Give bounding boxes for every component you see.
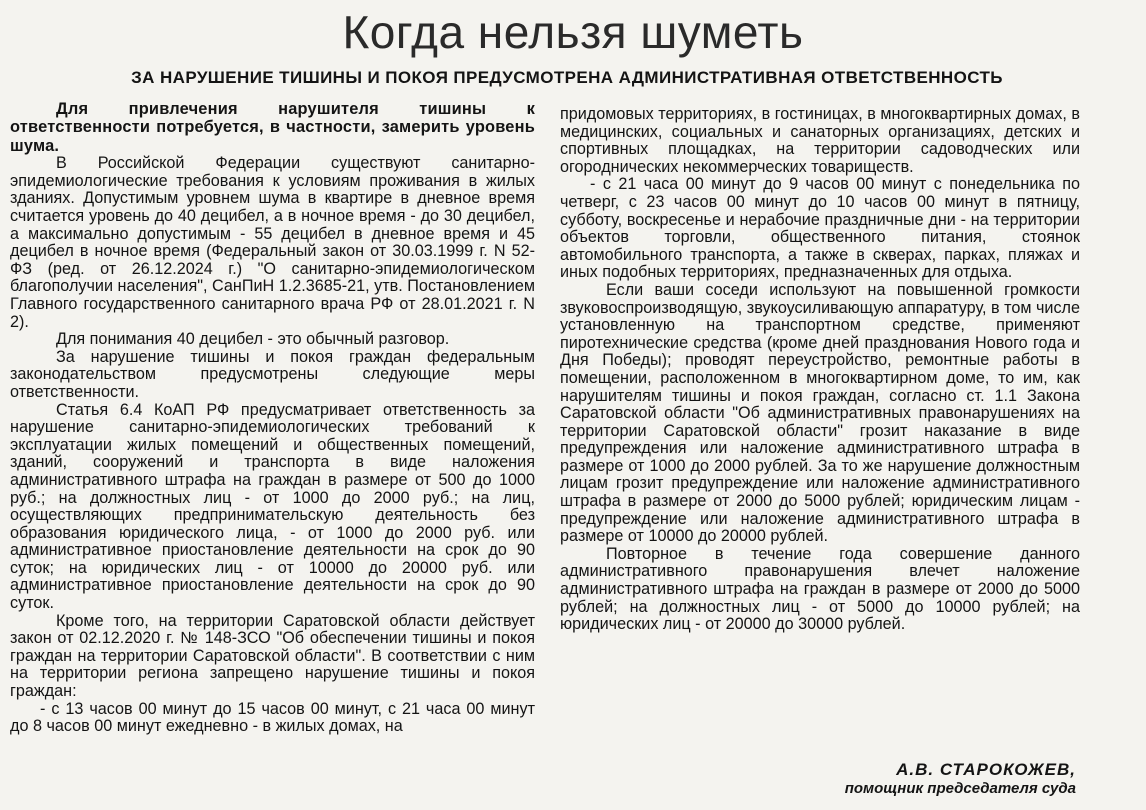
paragraph-saratov-law: Кроме того, на территории Саратовской области действует закон от 02.12.2020 г. № 148-ЗСО "Об обеспечении тишины и покоя граждан на территории Саратовской области". В соответствии с ним на территории региона запрещено нарушение тишины и покоя граждан: [10,611,535,701]
paragraph-repeat-offense: Повторное в течение года совершение данного административного правонарушения влечет наложение административного штрафа на граждан в размере от 2000 до 5000 рублей; на должностных лиц - от 5000 до 10000 рублей; на юридических лиц - от 20000 до 30000 рублей. [560,544,1080,634]
article-subtitle: ЗА НАРУШЕНИЕ ТИШИНЫ И ПОКОЯ ПРЕДУСМОТРЕНА АДМИНИСТРАТИВНАЯ ОТВЕТСТВЕННОСТЬ [131,68,1003,87]
paragraph-quiet-hours-1: - с 13 часов 00 минут до 15 часов 00 минут, с 21 часа 00 минут до 8 часов 00 минут ежедневно - в жилых домах, на [10,699,535,736]
paragraph-quiet-hours-2: - с 21 часа 00 минут до 9 часов 00 минут с понедельника по четверг, с 23 часов 00 минут до 10 часов 00 минут в пятницу, субботу, воскресенье и нерабочие праздничные дни - на территории объектов торговли, общественного питания, стоянок автомобильного транспорта, а также в скверах, парках, пляжах и иных подобных территориях, предназначенных для отдыха. [560,175,1080,282]
author-role: помощник председателя суда [844,780,1076,797]
signature [845,760,1076,797]
paragraph-neighbors-penalties: Если ваши соседи используют на повышенной громкости звуковоспроизводящую, звукоусиливающую аппаратуру, в том числе установленную на транспортном средстве, применяют пиротехнические средства (кроме дней празднования Нового года и Дня Победы); проводят переустройство, ремонтные работы в помещении, расположенном в многоквартирном доме, то им, как нарушителям тишины и покоя граждан, согласно ст. 1.1 Закона Саратовской области "Об административных правонарушениях на территории Саратовской области" грозит наказание в виде предупреждения или наложение административного штрафа в размере от 1000 до 2000 рублей. За то же нарушение должностным лицам грозит предупреждение или наложение административного штрафа в размере от 2000 до 5000 рублей; юридическим лицам - предупреждение или наложение административного штрафа в размере от 10000 до 20000 рублей. [560,280,1080,546]
paragraph-noise-norms: В Российской Федерации существуют санитарно-эпидемиологические требования к условиям проживания в жилых зданиях. Допустимым уровнем шума в квартире в дневное время считается уровень до 40 децибел, а в ночное время - до 30 децибел, а максимально допустимым - 55 децибел в дневное время и 45 децибел в ночное время (Федеральный закон от 30.03.1999 г. N 52-ФЗ (ред. от 26.12.2024 г.) "О санитарно-эпидемиологическом благополучии населения", СанПиН 1.2.3685-21, утв. Постановлением Главного государственного санитарного врача РФ от 28.01.2021 г. N 2). [10,154,535,331]
paragraph-quiet-hours-1-cont: придомовых территориях, в гостиницах, в многоквартирных домах, в медицинских, социальных и санаторных организациях, детских и спортивных площадках, на территории садоводческих или огороднических некоммерческих товариществ. [560,105,1080,176]
lead-paragraph: Для привлечения нарушителя тишины к ответственности потребуется, в частности, замерить уровень шума. [10,100,535,155]
right-column [560,106,1080,634]
paragraph-koap-6-4: Статья 6.4 КоАП РФ предусматривает ответственность за нарушение санитарно-эпидемиологических требований к эксплуатации жилых помещений и общественных помещений, зданий, сооружений и транспорта в виде наложения административного штрафа на граждан в размере от 500 до 1000 руб.; на должностных лиц - от 1000 до 2000 руб.; на лиц, осуществляющих предпринимательскую деятельность без образования юридического лица, - от 1000 до 2000 руб. или административное приостановление деятельности на срок до 90 суток; на юридических лиц - от 10000 до 20000 руб. или административное приостановление деятельности на срок до 90 суток. [10,400,535,613]
author-name: А.В. СТАРОКОЖЕВ, [896,760,1076,779]
left-column [10,100,535,736]
paragraph-decibel-example: Для понимания 40 децибел - это обычный разговор. [56,330,450,349]
article-title: Когда нельзя шуметь [342,6,804,58]
paragraph-federal-measures: За нарушение тишины и покоя граждан федеральным законодательством предусмотрены следующие меры ответственности. [10,347,535,401]
